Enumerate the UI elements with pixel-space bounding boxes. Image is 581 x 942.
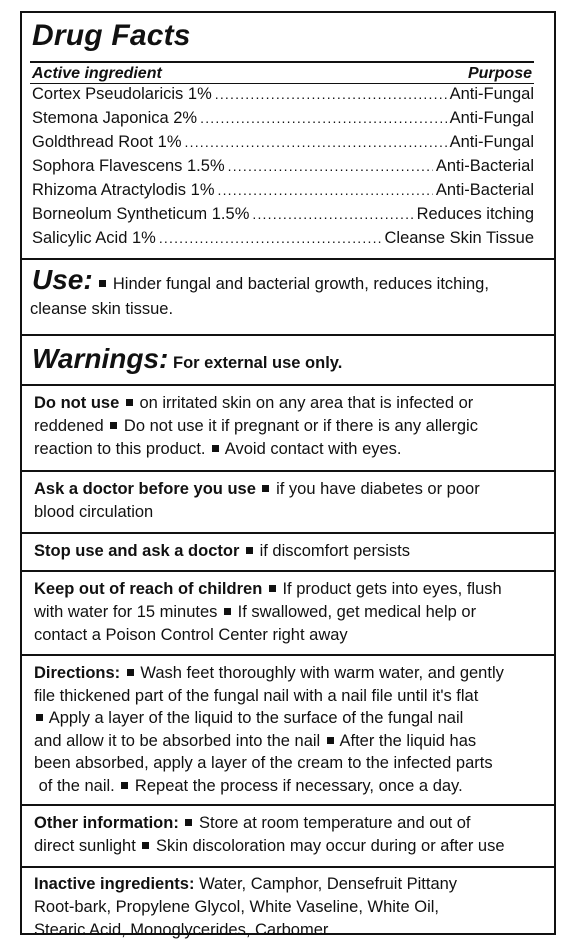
leader-dots xyxy=(215,86,447,102)
ask-doctor-text xyxy=(34,478,542,524)
leader-dots xyxy=(159,230,382,246)
keep-out-part-1: If product gets into eyes, flush xyxy=(282,580,502,598)
use-section xyxy=(22,258,554,334)
stop-use-detail: if discomfort persists xyxy=(259,542,410,560)
bullet-icon xyxy=(36,714,43,721)
ingredient-purpose: Anti-Fungal xyxy=(449,109,534,127)
keep-out-heading: Keep out of reach of children xyxy=(34,580,263,598)
ingredient-purpose: Reduces itching xyxy=(416,205,534,223)
bullet-icon xyxy=(269,585,276,592)
bullet-icon xyxy=(99,280,106,287)
leader-dots xyxy=(218,182,433,198)
directions-part-1: Wash feet thoroughly with warm water, and gently xyxy=(140,664,504,682)
ingredient-row xyxy=(32,181,534,205)
use-line-1: Hinder fungal and bacterial growth, reduces itching, xyxy=(112,275,489,293)
purpose-heading: Purpose xyxy=(467,65,532,82)
ingredient-name: Stemona Japonica 2% xyxy=(32,109,198,127)
leader-dots xyxy=(252,206,413,222)
leader-dots xyxy=(200,110,447,126)
stop-use-text xyxy=(34,540,542,563)
do-not-use-section xyxy=(22,384,554,470)
active-ingredient-heading: Active ingredient xyxy=(32,65,162,82)
ask-doctor-heading: Ask a doctor before you use xyxy=(34,480,256,498)
ingredient-name: Sophora Flavescens 1.5% xyxy=(32,157,225,175)
directions-part-3: Apply a layer of the liquid to the surface of the fungal nail xyxy=(48,709,464,727)
use-heading: Use: xyxy=(32,264,93,295)
warnings-section xyxy=(22,334,554,384)
external-use-note: For external use only. xyxy=(172,354,343,372)
keep-out-section xyxy=(22,570,554,654)
bullet-icon xyxy=(327,737,334,744)
do-not-use-part-2: reddened xyxy=(34,417,104,435)
other-info-part-2: direct sunlight xyxy=(34,837,136,855)
ingredient-name: Goldthread Root 1% xyxy=(32,133,182,151)
ingredient-purpose: Cleanse Skin Tissue xyxy=(384,229,534,247)
bullet-icon xyxy=(127,669,134,676)
ask-doctor-line-2: blood circulation xyxy=(34,503,154,521)
ingredient-purpose: Anti-Bacterial xyxy=(435,157,534,175)
bullet-icon xyxy=(142,842,149,849)
drug-facts-title: Drug Facts xyxy=(32,19,191,52)
keep-out-text xyxy=(34,578,542,647)
bullet-icon xyxy=(212,445,219,452)
directions-part-2: file thickened part of the fungal nail with a nail file until it's flat xyxy=(34,686,479,705)
inactive-ingredients-section xyxy=(22,866,554,939)
do-not-use-heading: Do not use xyxy=(34,394,120,412)
ingredient-purpose: Anti-Fungal xyxy=(449,133,534,151)
do-not-use-text xyxy=(34,392,542,461)
bullet-icon xyxy=(126,399,133,406)
ingredient-name: Cortex Pseudolaricis 1% xyxy=(32,85,212,103)
keep-out-part-4: contact a Poison Control Center right away xyxy=(34,626,348,644)
other-info-part-1: Store at room temperature and out of xyxy=(199,814,471,832)
do-not-use-part-4: reaction to this product. xyxy=(34,440,206,458)
use-text xyxy=(32,266,542,298)
do-not-use-part-3: Do not use it if pregnant or if there is any allergic xyxy=(123,417,478,435)
ingredient-name: Rhizoma Atractylodis 1% xyxy=(32,181,215,199)
ingredient-name: Borneolum Syntheticum 1.5% xyxy=(32,205,250,223)
inactive-ingredients-text xyxy=(34,873,542,942)
ingredient-purpose: Anti-Bacterial xyxy=(435,181,534,199)
bullet-icon xyxy=(121,782,128,789)
other-info-text xyxy=(34,812,548,858)
ask-doctor-line-1: if you have diabetes or poor xyxy=(276,480,480,498)
other-info-heading: Other information: xyxy=(34,814,179,832)
header-rule xyxy=(30,83,534,84)
ingredient-row xyxy=(32,109,534,133)
bullet-icon xyxy=(262,485,269,492)
ingredient-row xyxy=(32,205,534,229)
directions-section xyxy=(22,654,554,804)
stop-use-section xyxy=(22,532,554,570)
active-ingredient-header xyxy=(32,65,532,83)
inactive-line-3: Stearic Acid, Monoglycerides, Carbomer xyxy=(34,921,329,939)
keep-out-part-2: with water for 15 minutes xyxy=(34,603,218,621)
inactive-line-1: Water, Camphor, Densefruit Pittany xyxy=(199,875,458,893)
bullet-icon xyxy=(246,547,253,554)
bullet-icon xyxy=(224,608,231,615)
warnings-heading: Warnings: xyxy=(32,343,169,374)
keep-out-part-3: If swallowed, get medical help or xyxy=(237,603,477,621)
use-line-2: cleanse skin tissue. xyxy=(30,300,174,318)
other-info-section xyxy=(22,804,554,866)
directions-part-4: and allow it to be absorbed into the nail xyxy=(34,731,321,750)
stop-use-heading: Stop use and ask a doctor xyxy=(34,542,240,560)
directions-part-8: Repeat the process if necessary, once a day. xyxy=(134,776,463,795)
bullet-icon xyxy=(110,422,117,429)
ingredient-row xyxy=(32,157,534,181)
ingredient-row xyxy=(32,85,534,109)
leader-dots xyxy=(185,134,447,150)
directions-heading: Directions: xyxy=(34,664,121,682)
inactive-line-2: Root-bark, Propylene Glycol, White Vaseline, White Oil, xyxy=(34,898,440,916)
leader-dots xyxy=(228,158,433,174)
directions-text xyxy=(34,662,546,797)
do-not-use-part-1: on irritated skin on any area that is infected or xyxy=(139,394,474,412)
ingredient-purpose: Anti-Fungal xyxy=(449,85,534,103)
directions-part-5: After the liquid has xyxy=(339,731,477,750)
drug-facts-label xyxy=(20,11,556,939)
directions-part-6: been absorbed, apply a layer of the cream to the infected parts xyxy=(34,754,493,772)
warnings-text xyxy=(32,342,542,380)
ingredient-row xyxy=(32,229,534,253)
directions-part-7: of the nail. xyxy=(38,776,115,795)
ask-doctor-section xyxy=(22,470,554,532)
ingredient-row xyxy=(32,133,534,157)
do-not-use-part-5: Avoid contact with eyes. xyxy=(224,440,402,458)
other-info-part-3: Skin discoloration may occur during or after use xyxy=(156,837,505,855)
ingredient-name: Salicylic Acid 1% xyxy=(32,229,156,247)
bullet-icon xyxy=(185,819,192,826)
inactive-ingredients-heading: Inactive ingredients: xyxy=(34,875,195,893)
title-rule xyxy=(30,61,534,63)
